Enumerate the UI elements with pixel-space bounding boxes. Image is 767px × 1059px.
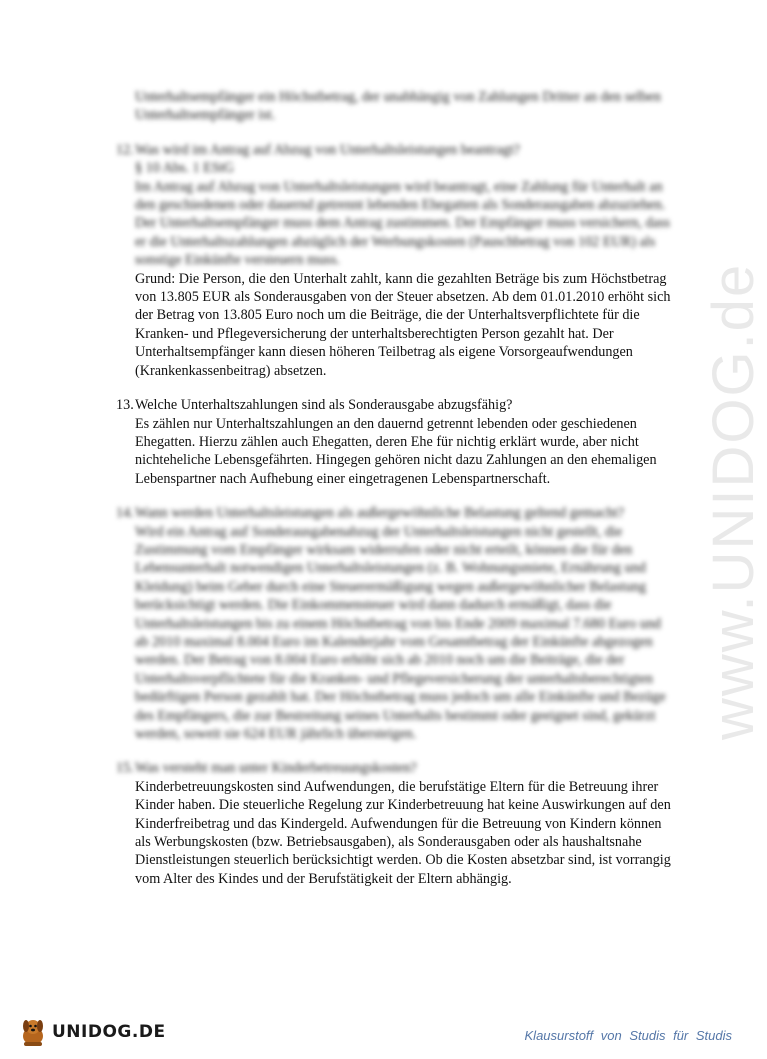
answer-text: Wird ein Antrag auf Sonderausgabenabzug der Unterhaltsleistungen nicht gestellt, die Zustimmung vom Empfänger wirksam widerrufen oder nicht erteilt, können die für den Lebensunterhalt notwendigen Unterhaltsleistungen (z. B. Wohnungsmiete, Ernährung und Kleidung) beim Geber durch eine Steuerermäßigung wegen außergewöhnlicher Belastung berücksichtigt werden. Die Einkommensteuer wird dann dadurch ermäßigt, dass die Unterhaltsleistungen bis zu einem Höchstbetrag von bis Ende 2009 maximal 7.680 Euro und ab 2010 maximal 8.004 Euro im Kalenderjahr vom Gesamtbetrag der Einkünfte abgezogen werden. Der Betrag von 8.004 Euro erhöht sich ab 2010 noch um die Beiträge, die der Unterhaltsverpflichtete für die Kranken- und Pflegeversicherung der unterhaltsberechtigten bedürftigen Person gezahlt hat. Der Höchstbetrag muss jedoch um alle Einkünfte und Bezüge des Empfängers, die zur Bestreitung seines Unterhalts bestimmt oder geeignet sind, gekürzt werden, soweit sie 624 EUR jährlich übersteigen. [135, 523, 666, 742]
question-text: Was wird im Antrag auf Abzug von Unterhaltsleistungen beantragt? [135, 141, 520, 158]
question-number: 13. [116, 397, 134, 414]
answer-text: Grund: Die Person, die den Unterhalt zahlt, kann die gezahlten Beträge bis zum Höchstbetrag von 13.805 EUR als Sonderausgaben von der Steuer absetzen. Ab dem 01.01.2010 erhöht sich der Betrag von 13.805 Euro noch um die Beiträge, die der Unterhaltsverpflichtete für die Kranken- und Pflegeversicherung der unterhaltsberechtigten Person gezahlt hat. Der Unterhaltsempfänger kann diesen höheren Teilbetrag als eigene Vorsorgeaufwendungen (Krankenkassenbeitrag) absetzen. [135, 270, 671, 379]
logo-text: UNIDOG.DE [52, 1022, 166, 1042]
blurred-answer-text: § 10 Abs. 1 EStG Im Antrag auf Abzug von Unterhaltsleistungen wird beantragt, eine Zahlung für Unterhalt an den geschiedenen oder dauernd getrennt lebenden Ehegatten als Sonderausgaben abzuziehen. Der Unterhaltsempfänger muss dem Antrag zustimmen. Der Empfänger muss versichern, dass er die Unterhaltszahlungen abzüglich der Werbungskosten (Pauschbetrag von 102 EUR) als sonstige Einkünfte versteuern muss. [135, 160, 671, 269]
question-number: 14. [116, 505, 134, 522]
footer-tagline: Klausurstoff von Studis für Studis [524, 1028, 732, 1043]
watermark: www.UNIDOG.de [701, 262, 766, 740]
question-text: Welche Unterhaltszahlungen sind als Sonderausgabe abzugsfähig? [135, 397, 513, 414]
dog-icon [18, 1016, 48, 1048]
question-12 [116, 141, 676, 380]
question-13 [116, 396, 676, 488]
question-14 [116, 504, 676, 743]
answer-text: Kinderbetreuungskosten sind Aufwendungen, die berufstätige Eltern für die Betreuung ihrer Kinder haben. Die steuerliche Regelung zur Kinderbetreuung hat keine Auswirkungen auf den Kinderfreibetrag und das Kindergeld. Aufwendungen für die Betreuung von Kindern können als Werbungskosten (bzw. Betriebsausgaben), als Sonderausgaben oder als haushaltsnahe Dienstleistungen steuerlich berücksichtigt werden. Ob die Kosten absetzbar sind, ist vorrangig vom Alter des Kindes und der Berufstätigkeit der Eltern abhängig. [135, 778, 671, 887]
question-number: 12. [116, 141, 134, 158]
answer-text: Es zählen nur Unterhaltszahlungen an den dauernd getrennt lebenden oder geschiedenen Ehegatten. Hierzu zählen auch Ehegatten, deren Ehe für nichtig erklärt wurde, aber nicht nichteheliche Lebensgefährten. Hingegen gehören nicht dazu Zahlungen an den ehemaligen Lebenspartner nach Aufhebung einer eingetragenen Lebenspartnerschaft. [135, 415, 657, 487]
question-text: Was versteht man unter Kinderbetreuungskosten? [135, 760, 417, 777]
question-number: 15. [116, 760, 134, 777]
unidog-logo [18, 1016, 166, 1048]
document-content [116, 88, 676, 904]
intro-blurred-text: Unterhaltsempfänger ein Höchstbetrag, der unabhängig von Zahlungen Dritter an den selben Unterhaltsempfänger ist. [135, 89, 661, 124]
question-15 [116, 759, 676, 888]
question-text: Wann werden Unterhaltsleistungen als außergewöhnliche Belastung geltend gemacht? [135, 505, 625, 522]
